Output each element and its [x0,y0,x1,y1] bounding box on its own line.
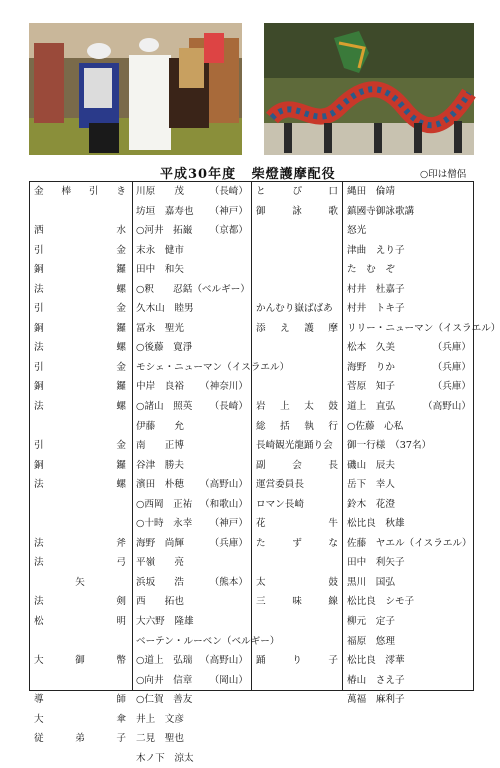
name-cell-right [347,397,471,417]
role-cell-right [256,280,338,300]
table-row [30,221,473,241]
name-cell [136,417,248,437]
title-text: 柴燈護摩配役 [251,167,336,182]
name-cell-right [347,592,471,612]
origin-label: （神戸） [209,518,248,530]
name-cell [136,553,248,573]
table-row [30,299,473,319]
table-row [30,514,473,534]
table-row [30,749,473,768]
role-cell: 引 金 [34,303,126,315]
name-cell [136,338,248,358]
role-cell-right [256,612,338,632]
name-cell-right [347,632,471,652]
role-cell: 導 師 [34,694,126,706]
person-name: リリー・ニューマン（イスラエル） [347,322,500,334]
name-cell-right [347,436,471,456]
name-cell-right [347,612,471,632]
person-name: ○道上 弘瑞 [136,655,193,667]
role-cell-right: 長崎観光龍踊り会 [256,440,333,452]
table-row [30,417,473,437]
role-cell-right [256,221,338,241]
person-name: 津曲 えり子 [347,244,405,256]
role-cell-right [256,338,338,358]
name-cell-right [347,182,471,202]
name-cell-right [347,417,471,437]
role-cell: 法 螺 [34,283,126,295]
role-cell-right [256,377,338,397]
table-row [30,260,473,280]
name-cell [136,299,248,319]
name-cell-right [347,553,471,573]
person-name: 松比良 シモ子 [347,596,415,608]
person-name: モシェ・ニューマン（イスラエル） [136,361,290,373]
name-cell-right [347,241,471,261]
name-cell-right [347,377,471,397]
person-name: ○十時 永幸 [136,518,193,530]
origin-label: （和歌山） [200,498,248,510]
name-cell [136,397,248,417]
person-name: 佐藤 ヤエル（イスラエル） [347,537,472,549]
name-cell [136,377,248,397]
table-row [30,358,473,378]
person-name: 萬福 麻利子 [347,694,405,706]
role-cell-right [256,710,338,730]
origin-label: （長崎） [209,186,248,197]
person-name: ○河井 拓巌 [136,225,193,237]
person-name: ○後藤 寛淨 [136,342,193,354]
name-cell [136,632,280,652]
origin-label: （神奈川） [200,381,248,393]
table-row [30,319,500,339]
origin-label: （兵庫） [432,361,471,373]
role-cell [34,671,126,691]
person-name: 久木山 睦男 [136,303,194,315]
name-cell-right [347,202,471,222]
name-cell [136,260,248,280]
person-name: 木ノ下 涼太 [136,752,194,764]
person-name: 縄田 倫靖 [347,186,395,197]
person-name: 中岸 良裕 [136,381,184,393]
person-name: 二見 聖也 [136,733,184,745]
person-name: 福原 悠理 [347,635,395,647]
name-cell-right [347,475,471,495]
person-name: ○釈 忍銛（ベルギー） [136,283,250,295]
origin-label: （高野山） [200,655,248,667]
table-row [30,436,473,456]
person-name: 菅原 知子 [347,381,395,393]
table-row [30,456,473,476]
role-cell: 法 螺 [34,479,126,491]
photo-procession [29,23,242,155]
monk-note: ○印は僧侶 [420,169,467,180]
role-cell: 銅 鑼 [34,459,126,471]
name-cell [136,202,248,222]
name-cell [136,182,248,202]
person-name: 鎮國寺御詠歌講 [347,205,415,217]
name-cell-right [347,534,471,554]
origin-label: （兵庫） [432,381,471,393]
person-name: 浜坂 浩 [136,576,184,588]
name-cell [136,495,248,515]
table-row [30,671,473,691]
person-name: 鈴木 花澄 [347,498,395,510]
table-row [30,553,473,573]
person-name: 濱田 朴穂 [136,479,184,491]
table-row [30,729,473,749]
roster-table [29,181,500,764]
role-cell: 大 傘 [34,713,126,725]
person-name: 坊垣 嘉寿也 [136,205,194,217]
person-name: 大六野 隆雄 [136,616,194,628]
name-cell-right [347,690,471,710]
role-cell-right: 副 会 長 [256,459,338,471]
role-cell-right: 太 鼓 [256,576,338,588]
roster-rows [30,182,500,768]
person-name: ○佐藤 心私 [347,420,404,432]
origin-label: （熊本） [209,576,248,588]
page-title [160,163,336,182]
name-cell [136,573,248,593]
person-name: 平嶺 亮 [136,557,184,569]
role-cell-right: た ず な [256,537,338,549]
role-cell-right [256,553,338,573]
name-cell-right [347,280,471,300]
name-cell [136,749,248,768]
role-cell: 洒 水 [34,225,126,237]
person-name: 御一行様 （37名） [347,440,432,452]
person-name: 柳元 定子 [347,616,395,628]
name-cell-right [347,299,471,319]
role-cell-right: 添 え 護 摩 [256,322,338,334]
name-cell [136,534,248,554]
person-name: 海野 りか [347,361,395,373]
name-cell [136,710,248,730]
name-cell-right [347,749,471,768]
person-name: ○仁賀 善友 [136,694,193,706]
role-cell: 法 螺 [34,401,126,413]
name-cell [136,241,248,261]
origin-label: （京都） [209,225,248,237]
role-cell [34,514,126,534]
name-cell-right [347,495,471,515]
person-name: 松比良 澪華 [347,655,405,667]
role-cell [34,417,126,437]
role-cell: 金 棒 引 き [34,186,126,197]
name-cell [136,651,248,671]
role-cell-right [256,241,338,261]
name-cell-right [347,514,471,534]
role-cell-right: 花 牛 [256,518,338,530]
origin-label: （長崎） [209,401,248,413]
person-name: ○向井 信章 [136,674,193,686]
person-name: 井上 文彦 [136,713,184,725]
name-cell [136,456,248,476]
name-cell [136,690,248,710]
origin-label: （岡山） [209,674,248,686]
table-row [30,690,473,710]
role-cell-right [256,729,338,749]
role-cell-right [256,358,338,378]
name-cell [136,319,248,339]
role-cell: 法 剣 [34,596,126,608]
role-cell [34,495,126,515]
role-cell: 銅 鑼 [34,381,126,393]
role-cell [34,202,126,222]
name-cell [136,671,248,691]
table-row [30,592,473,612]
person-name: 黒川 国弘 [347,576,395,588]
role-cell: 従 弟 子 [34,733,126,745]
table-row [30,377,473,397]
person-name: ○諸山 照英 [136,401,193,413]
table-row [30,202,473,222]
name-cell-right [347,319,500,339]
role-cell [34,749,126,768]
role-cell-right: 三 味 線 [256,596,338,608]
table-row [30,280,473,300]
role-cell-right [256,260,338,280]
role-cell: 松 明 [34,616,126,628]
role-cell-right: 踊 り 子 [256,655,338,667]
person-name: 谷津 勝夫 [136,459,184,471]
name-cell-right [347,338,471,358]
table-row [30,182,473,202]
person-name: 村井 トキ子 [347,303,405,315]
name-cell-right [347,671,471,691]
origin-label: （高野山） [423,401,471,413]
name-cell-right [347,710,471,730]
name-cell [136,592,248,612]
person-name: 末永 健市 [136,244,184,256]
role-cell: 法 螺 [34,342,126,354]
person-name: 海野 尚輝 [136,537,184,549]
name-cell-right [347,573,471,593]
person-name: 松本 久美 [347,342,395,354]
name-cell-right [347,456,471,476]
table-row [30,338,473,358]
role-cell-right: かんむり嶽ばばあ [256,303,333,315]
role-cell-right: 岩 上 太 鼓 [256,401,338,413]
photo-dragon-dance [264,23,474,155]
person-name: 椿山 さえ子 [347,674,405,686]
name-cell [136,221,248,241]
origin-label: （神戸） [209,205,248,217]
name-cell-right [347,651,471,671]
role-cell-right: 運営委員長 [256,479,304,491]
role-cell: 銅 鑼 [34,322,126,334]
name-cell-right [347,260,471,280]
person-name: た む ぞ [347,264,395,276]
table-row [30,397,473,417]
table-row [30,573,473,593]
person-name: 松比良 秋雄 [347,518,405,530]
person-name: 冨永 聖光 [136,322,184,334]
name-cell [136,280,248,300]
role-cell: 銅 鑼 [34,264,126,276]
person-name: 川原 茂 [136,186,184,197]
name-cell-right [347,729,471,749]
person-name: 村井 杜嘉子 [347,283,405,295]
role-cell-right: ロマン長崎 [256,498,304,510]
person-name: 磯山 辰夫 [347,459,395,471]
role-cell: 大 御 幣 [34,655,126,667]
role-cell-right: 御 詠 歌 [256,205,338,217]
role-cell-right: 総 括 執 行 [256,420,338,432]
person-name: 南 正博 [136,440,184,452]
table-row [30,534,473,554]
role-cell-right [256,690,338,710]
table-row [30,651,473,671]
person-name: 西 拓也 [136,596,184,608]
role-cell: 引 金 [34,440,126,452]
person-name: 道上 直弘 [347,401,395,413]
origin-label: （高野山） [200,479,248,491]
person-name: ○西岡 正祐 [136,498,193,510]
table-row [30,632,473,652]
name-cell [136,514,248,534]
role-cell: 引 金 [34,244,126,256]
table-row [30,495,473,515]
table-row [30,710,473,730]
name-cell-right [347,221,471,241]
person-name: 田中 利矢子 [347,557,405,569]
person-name: 怒光 [347,225,367,237]
title-year: 平成30年度 [160,167,237,182]
table-row [30,475,473,495]
name-cell [136,612,248,632]
role-cell: 引 金 [34,361,126,373]
name-cell [136,358,290,378]
person-name: 岳下 幸人 [347,479,395,491]
role-cell: 法 斧 [34,537,126,549]
role-cell-right [256,671,338,691]
role-cell-right [256,749,338,768]
role-cell-right: と ぴ 口 [256,186,338,197]
person-name: 田中 和矢 [136,264,184,276]
role-cell-right [256,632,338,652]
person-name: ベーテン・ルーベン（ベルギー） [136,635,280,647]
origin-label: （兵庫） [209,537,248,549]
role-cell: 矢 [75,576,85,588]
name-cell [136,475,248,495]
origin-label: （兵庫） [432,342,471,354]
person-name: 伊藤 允 [136,420,184,432]
table-row [30,241,473,261]
name-cell [136,436,248,456]
table-row [30,612,473,632]
role-cell [34,632,126,652]
role-cell: 法 弓 [34,557,126,569]
name-cell-right [347,358,471,378]
name-cell [136,729,248,749]
